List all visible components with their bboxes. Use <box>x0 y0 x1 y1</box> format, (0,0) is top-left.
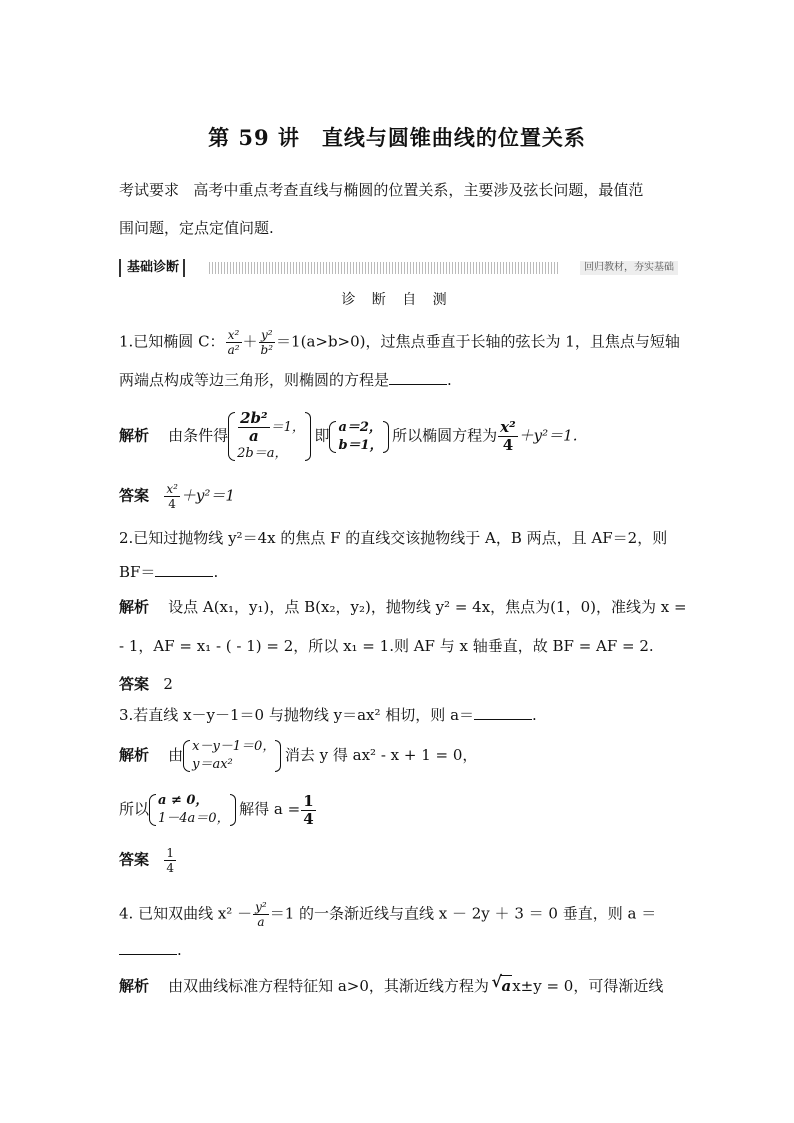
q3-system-2 <box>149 792 230 828</box>
q3-solution2-post: 解得 a = <box>239 800 301 818</box>
q1-sys2-row1: a＝2， <box>338 419 382 435</box>
q4-frac-num: y² <box>255 900 267 914</box>
q1-answer-frac-den: 4 <box>168 497 176 511</box>
q3-sys-row2: y＝ax² <box>192 757 233 772</box>
q1-answer <box>119 482 235 511</box>
q1-sys1-eq: ＝1， <box>270 420 305 435</box>
q1-solution-mid: 即 <box>314 426 330 445</box>
section-bar <box>119 259 678 277</box>
q2-answer-blank[interactable] <box>155 562 213 577</box>
section-tag: 基础诊断 <box>119 259 185 277</box>
q1-solution-post: 所以椭圆方程为 <box>392 426 498 445</box>
q2-answer <box>119 674 173 694</box>
q3-answer-label: 答案 <box>119 850 150 869</box>
q1-solution-frac <box>498 419 518 454</box>
q1-solution-frac-num: x² <box>500 418 516 436</box>
q4-solution-pre: 由双曲线标准方程特征知 a>0，其渐近线方程为 <box>168 977 489 995</box>
q1-sys1-denominator: a <box>248 427 259 445</box>
requirements-line-1 <box>119 180 643 200</box>
q3-solution2-pre: 所以 <box>119 800 150 818</box>
q1-sys2-row2: b＝1， <box>338 437 383 453</box>
q1-line-1: 1.已知椭圆 C： $\frac{\text{x²}}{\text{a²}}$ ＋ $\frac{\text{y²}}{\text{b²}}$ ＝1(a>b>0)，过焦点垂直于长轴的弦长为 1，且焦点与短轴 <box>119 328 680 357</box>
q1-prefix: 1.已知椭圆 C： <box>119 332 225 351</box>
q1-sys1-numerator: 2b² <box>240 409 268 427</box>
page-title: 第 59 讲 直线与圆锥曲线的位置关系 <box>208 125 586 150</box>
q1-condition: ＝1(a>b>0)，过焦点垂直于长轴的弦长为 1，且焦点与短轴 <box>276 332 680 351</box>
q4-frac-den: a <box>257 915 265 929</box>
q4-solution-label: 解析 <box>119 977 150 995</box>
q4-text-pre: 4. 已知双曲线 x² － <box>119 904 253 923</box>
q3-line-1: 3.若直线 x－y－1＝0 与抛物线 y＝ax² 相切，则 a＝ . <box>119 706 537 724</box>
q4-text-post: ＝1 的一条渐近线与直线 x － 2y ＋ 3 ＝ 0 垂直，则 a ＝ <box>269 904 657 923</box>
q2-solution-2: - 1，AF = x₁ - ( - 1) = 2，所以 x₁ = 1.则 AF 与 x 轴垂直，故 BF = AF = 2. <box>119 637 654 655</box>
q3-answer <box>119 846 177 875</box>
q2-solution-label: 解析 <box>119 598 150 616</box>
q1-solution-frac-den: 4 <box>502 436 514 454</box>
q2-line-1: 2.已知过抛物线 y²＝4x 的焦点 F 的直线交该抛物线于 A，B 两点，且 AF＝2，则 <box>119 529 668 547</box>
q4-solution-post: x±y = 0，可得渐近线 <box>512 977 664 995</box>
section-bar-hatch <box>209 262 558 274</box>
section-subtitle: 诊 断 自 测 <box>341 292 453 308</box>
q3-answer-frac-num: 1 <box>166 846 174 860</box>
q1-frac-y: $\frac{\text{y²}}{\text{b²}}$ <box>260 328 274 357</box>
requirements-text-1: 高考中重点考查直线与椭圆的位置关系，主要涉及弦长问题，最值范 <box>193 181 644 199</box>
q1-answer-blank[interactable] <box>389 370 447 385</box>
q3-solution-pre: 由 <box>168 746 184 764</box>
q3-sys2-row1: a ≠ 0， <box>158 793 209 808</box>
q1-solution-pre: 由条件得 <box>168 426 229 445</box>
q3-sys-row1: x－y－1＝0， <box>192 739 276 754</box>
q3-solution-1 <box>119 738 477 774</box>
q1-system-2 <box>329 419 382 455</box>
q4-sqrt: √ a <box>500 975 512 996</box>
q1-frac-x: $\frac{\text{x²}}{\text{a²}}$ <box>227 328 240 357</box>
q1-line-2: 两端点构成等边三角形，则椭圆的方程是 . <box>119 371 452 389</box>
section-right-note: 回归教材，夯实基础 <box>580 261 678 275</box>
q3-question-text: 3.若直线 x－y－1＝0 与抛物线 y＝ax² 相切，则 a＝ <box>119 706 475 724</box>
q2-answer-label: 答案 <box>119 675 150 693</box>
q1-solution-label: 解析 <box>119 426 150 445</box>
q1-solution <box>119 410 577 463</box>
q3-sys2-row2: 1－4a＝0， <box>158 811 230 826</box>
q4-line-1 <box>119 900 656 929</box>
q3-answer-blank[interactable] <box>474 705 532 720</box>
q1-solution-tail: ＋y²＝1. <box>518 426 578 445</box>
q3-system-1 <box>183 738 275 774</box>
q1-sys1-row2: 2b＝a， <box>237 446 288 461</box>
q4-frac <box>253 900 269 929</box>
q1-answer-tail: ＋y²＝1 <box>180 486 235 505</box>
q1-answer-frac-num: x² <box>166 482 178 496</box>
requirements-line-2: 围问题，定点定值问题. <box>119 219 274 237</box>
q1-question-text: 两端点构成等边三角形，则椭圆的方程是 <box>119 371 390 389</box>
q3-solution-2 <box>119 792 317 828</box>
q4-solution <box>119 975 663 996</box>
q3-solution-post: 消去 y 得 ax² - x + 1 = 0， <box>284 746 478 764</box>
q4-line-2: . <box>119 940 182 960</box>
q3-solution-frac-num: 1 <box>303 791 314 810</box>
q2-question-text: BF＝ <box>119 563 156 581</box>
requirements-label: 考试要求 <box>119 181 180 199</box>
q2-solution-1 <box>119 597 687 617</box>
q3-solution-label: 解析 <box>119 746 150 764</box>
q2-line-2: BF＝ . <box>119 563 219 581</box>
q1-answer-label: 答案 <box>119 486 150 505</box>
q1-answer-frac <box>164 482 180 511</box>
q3-answer-frac-den: 4 <box>166 861 174 875</box>
q4-answer-blank[interactable] <box>119 940 177 955</box>
q3-solution-frac-den: 4 <box>303 809 314 828</box>
q3-answer-frac <box>164 846 176 875</box>
q2-answer-value: 2 <box>163 675 173 693</box>
q2-solution-text-1: 设点 A(x₁，y₁)，点 B(x₂，y₂)，抛物线 y² = 4x，焦点为(1，0)，准线为 x = <box>168 598 687 616</box>
q3-solution-frac <box>301 793 315 828</box>
q1-system-1 <box>228 410 305 463</box>
